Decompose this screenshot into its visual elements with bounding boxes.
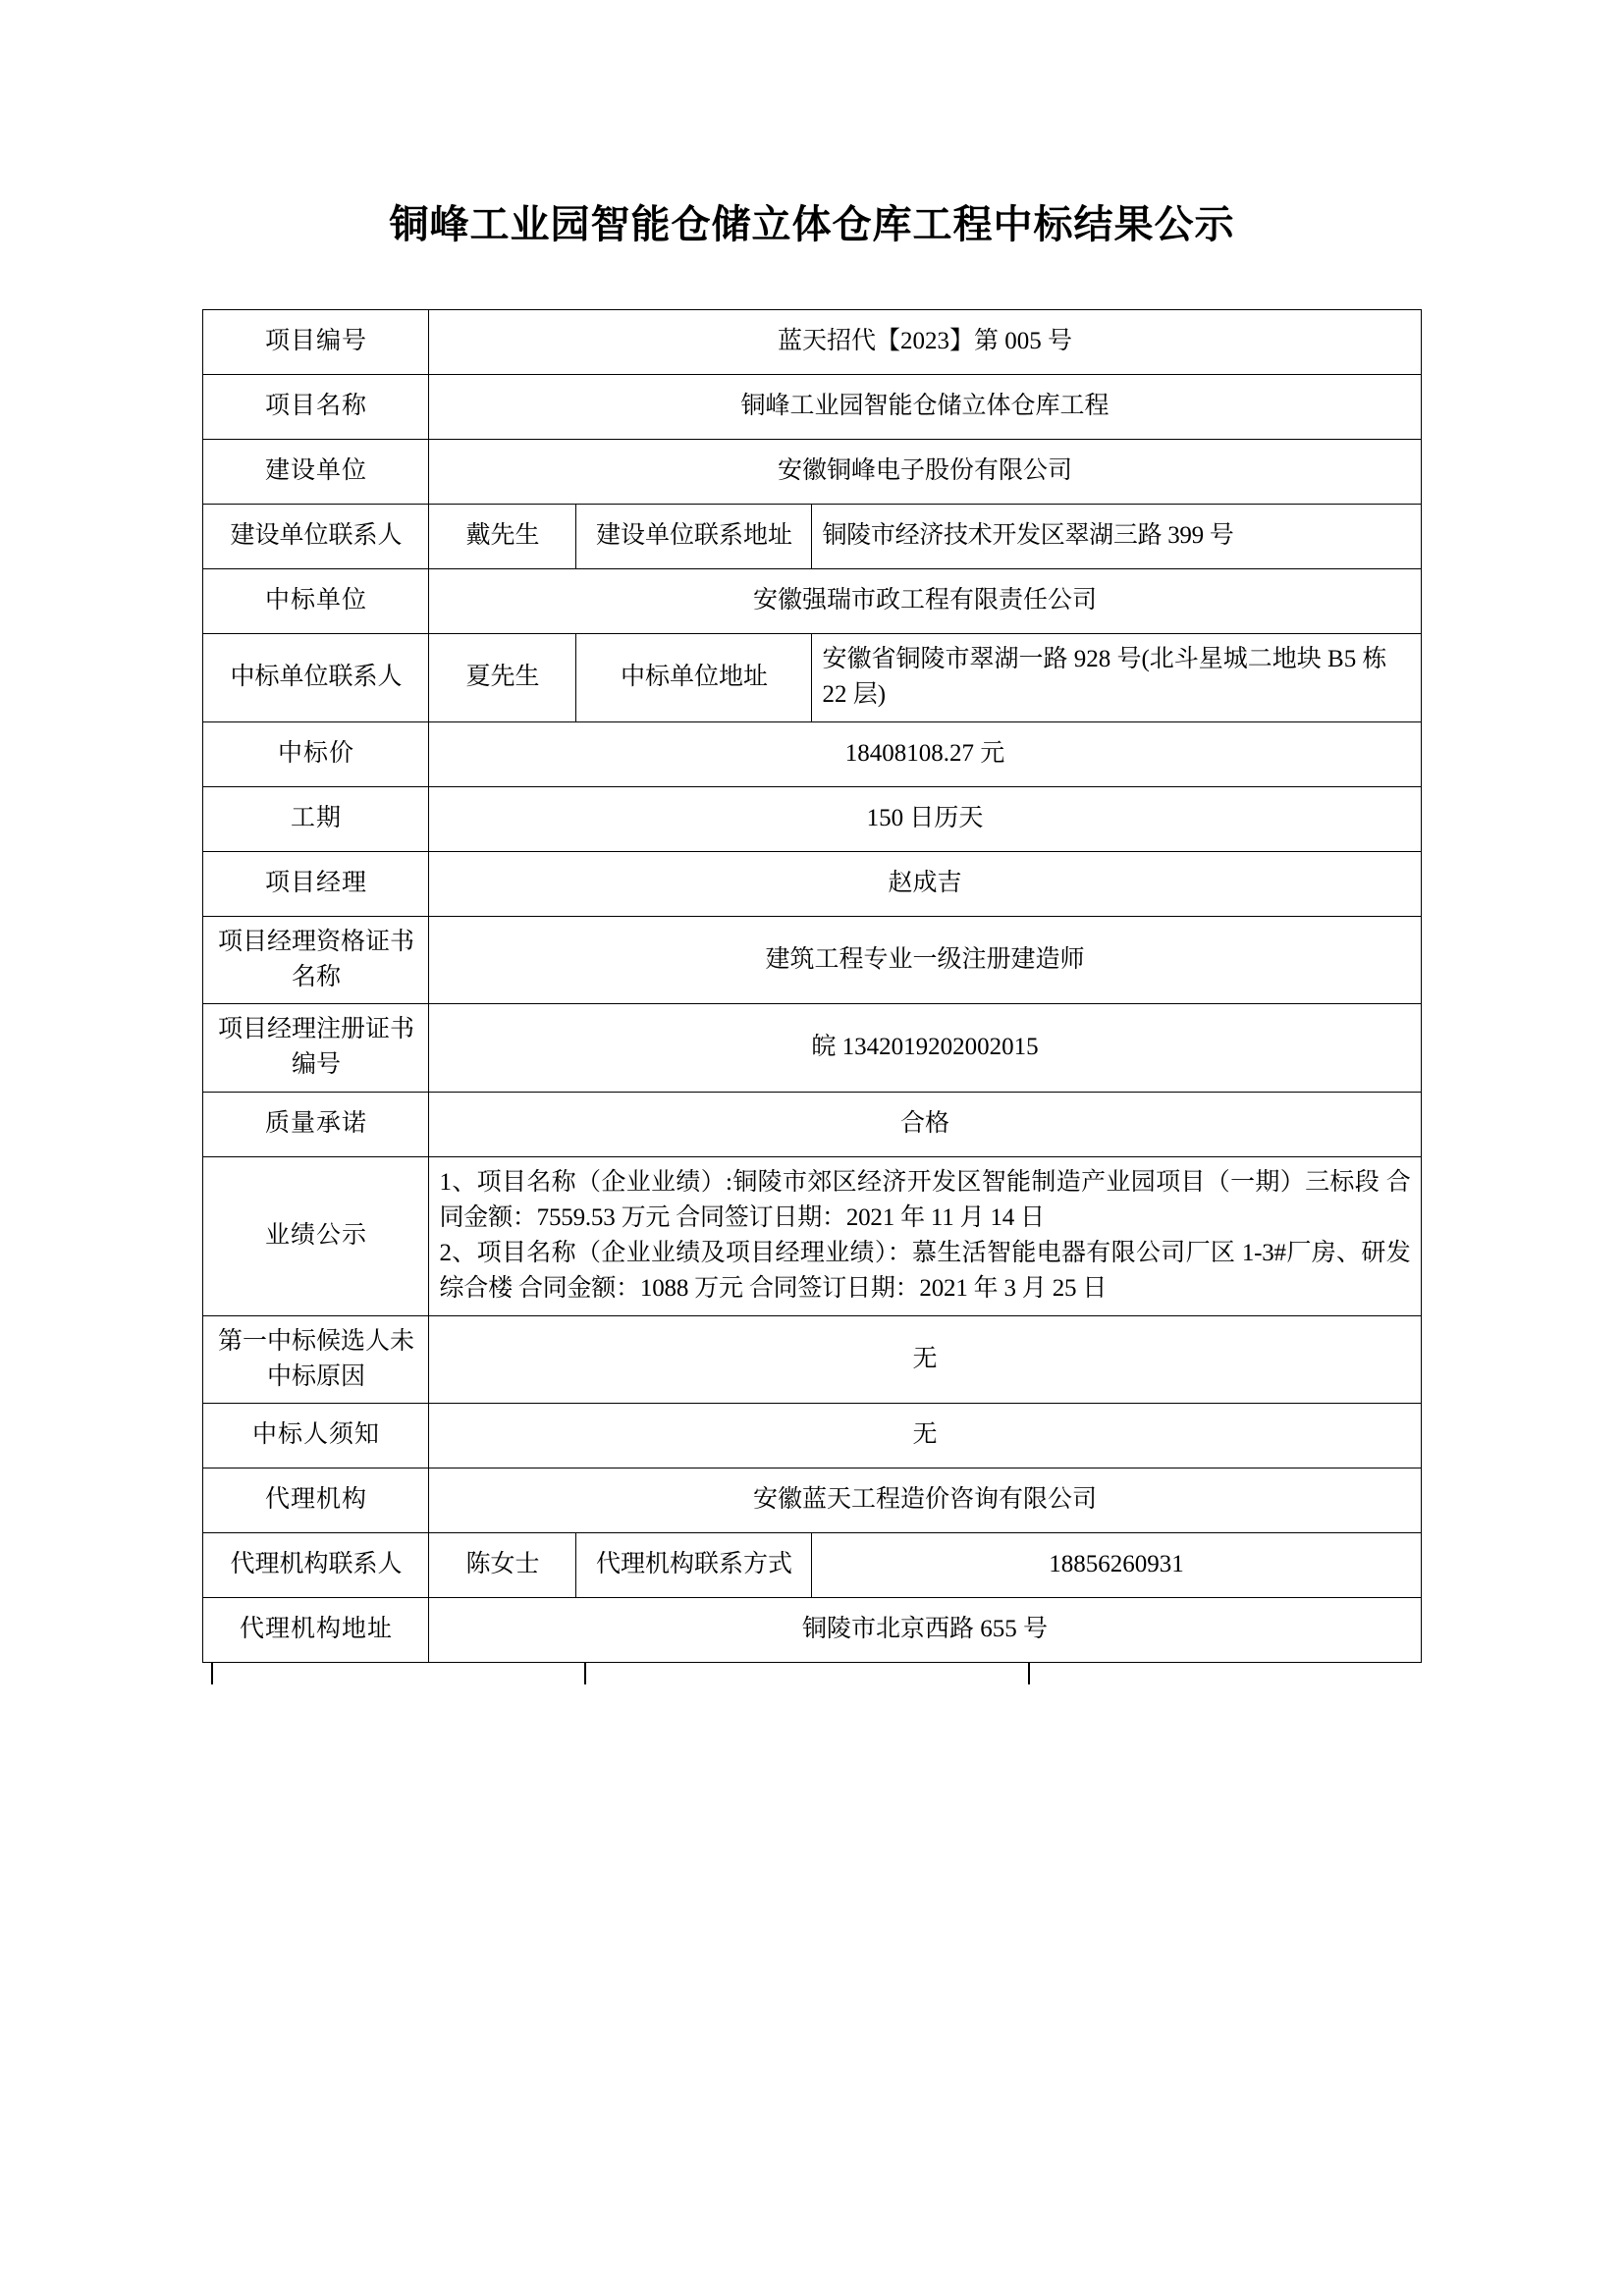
column-tick-left [211,1663,213,1684]
row-label-first-candidate-reason: 第一中标候选人未中标原因 [203,1315,429,1404]
row-label-owner-contact: 建设单位联系人 [203,505,429,569]
row-label-project-number: 项目编号 [203,310,429,375]
row-label-owner-unit: 建设单位 [203,440,429,505]
row-label-agency-phone-label: 代理机构联系方式 [576,1533,812,1598]
table-row [203,1092,1421,1156]
table-row [203,310,1421,375]
row-value-first-candidate-reason: 无 [429,1315,1421,1404]
row-value-duration: 150 日历天 [429,786,1421,851]
performance-line-1: 1、项目名称（企业业绩）:铜陵市郊区经济开发区智能制造产业园项目（一期）三标段 合同金额：7559.53 万元 合同签订日期：2021 年 11 月 14 日 [439,1168,1411,1231]
table-row [203,851,1421,916]
bid-result-table [202,309,1421,1663]
row-value-owner-address: 铜陵市经济技术开发区翠湖三路 399 号 [812,505,1421,569]
table-row [203,1598,1421,1663]
table-row [203,916,1421,1004]
row-label-winner-contact: 中标单位联系人 [203,634,429,722]
table-row [203,1404,1421,1468]
row-value-manager-cert-number: 皖 1342019202002015 [429,1004,1421,1093]
row-label-owner-address: 建设单位联系地址 [576,505,812,569]
row-label-agency-address: 代理机构地址 [203,1598,429,1663]
row-label-bid-price: 中标价 [203,721,429,786]
row-value-winner-address: 安徽省铜陵市翠湖一路 928 号(北斗星城二地块 B5 栋 22 层) [812,634,1421,722]
table-row [203,505,1421,569]
table-row [203,1468,1421,1533]
table-row [203,1004,1421,1093]
row-value-project-number: 蓝天招代【2023】第 005 号 [429,310,1421,375]
table-row [203,786,1421,851]
row-label-performance: 业绩公示 [203,1156,429,1315]
row-label-quality-commitment: 质量承诺 [203,1092,429,1156]
row-value-winning-unit: 安徽强瑞市政工程有限责任公司 [429,569,1421,634]
page-title: 铜峰工业园智能仓储立体仓库工程中标结果公示 [389,203,1235,246]
row-value-agency-phone: 18856260931 [812,1533,1421,1598]
table-row [203,569,1421,634]
table-row [203,1156,1421,1315]
row-label-agency: 代理机构 [203,1468,429,1533]
row-value-owner-unit: 安徽铜峰电子股份有限公司 [429,440,1421,505]
row-value-quality-commitment: 合格 [429,1092,1421,1156]
row-label-project-name: 项目名称 [203,375,429,440]
row-value-winner-contact: 夏先生 [429,634,576,722]
column-tick-middle [584,1663,586,1684]
row-label-manager-cert-number: 项目经理注册证书编号 [203,1004,429,1093]
row-value-winner-notice: 无 [429,1404,1421,1468]
table-row [203,634,1421,722]
column-tick-right [1028,1663,1030,1684]
row-value-performance [429,1156,1421,1315]
row-value-owner-contact: 戴先生 [429,505,576,569]
row-value-agency-address: 铜陵市北京西路 655 号 [429,1598,1421,1663]
table-row [203,1533,1421,1598]
performance-line-2: 2、项目名称（企业业绩及项目经理业绩）：慕生活智能电器有限公司厂区 1-3#厂房、研发综合楼 合同金额：1088 万元 合同签订日期：2021 年 3 月 25 日 [439,1240,1411,1303]
row-value-agency-contact: 陈女士 [429,1533,576,1598]
row-label-winner-address: 中标单位地址 [576,634,812,722]
table-continuation-marks [203,1663,1421,1702]
row-label-winning-unit: 中标单位 [203,569,429,634]
table-row [203,440,1421,505]
row-value-agency: 安徽蓝天工程造价咨询有限公司 [429,1468,1421,1533]
row-value-project-name: 铜峰工业园智能仓储立体仓库工程 [429,375,1421,440]
row-label-agency-contact: 代理机构联系人 [203,1533,429,1598]
row-value-bid-price: 18408108.27 元 [429,721,1421,786]
row-label-manager-cert-name: 项目经理资格证书名称 [203,916,429,1004]
table-row [203,721,1421,786]
table-row [203,1315,1421,1404]
row-value-manager-cert-name: 建筑工程专业一级注册建造师 [429,916,1421,1004]
table-row [203,375,1421,440]
row-label-winner-notice: 中标人须知 [203,1404,429,1468]
row-value-project-manager: 赵成吉 [429,851,1421,916]
row-label-project-manager: 项目经理 [203,851,429,916]
row-label-duration: 工期 [203,786,429,851]
